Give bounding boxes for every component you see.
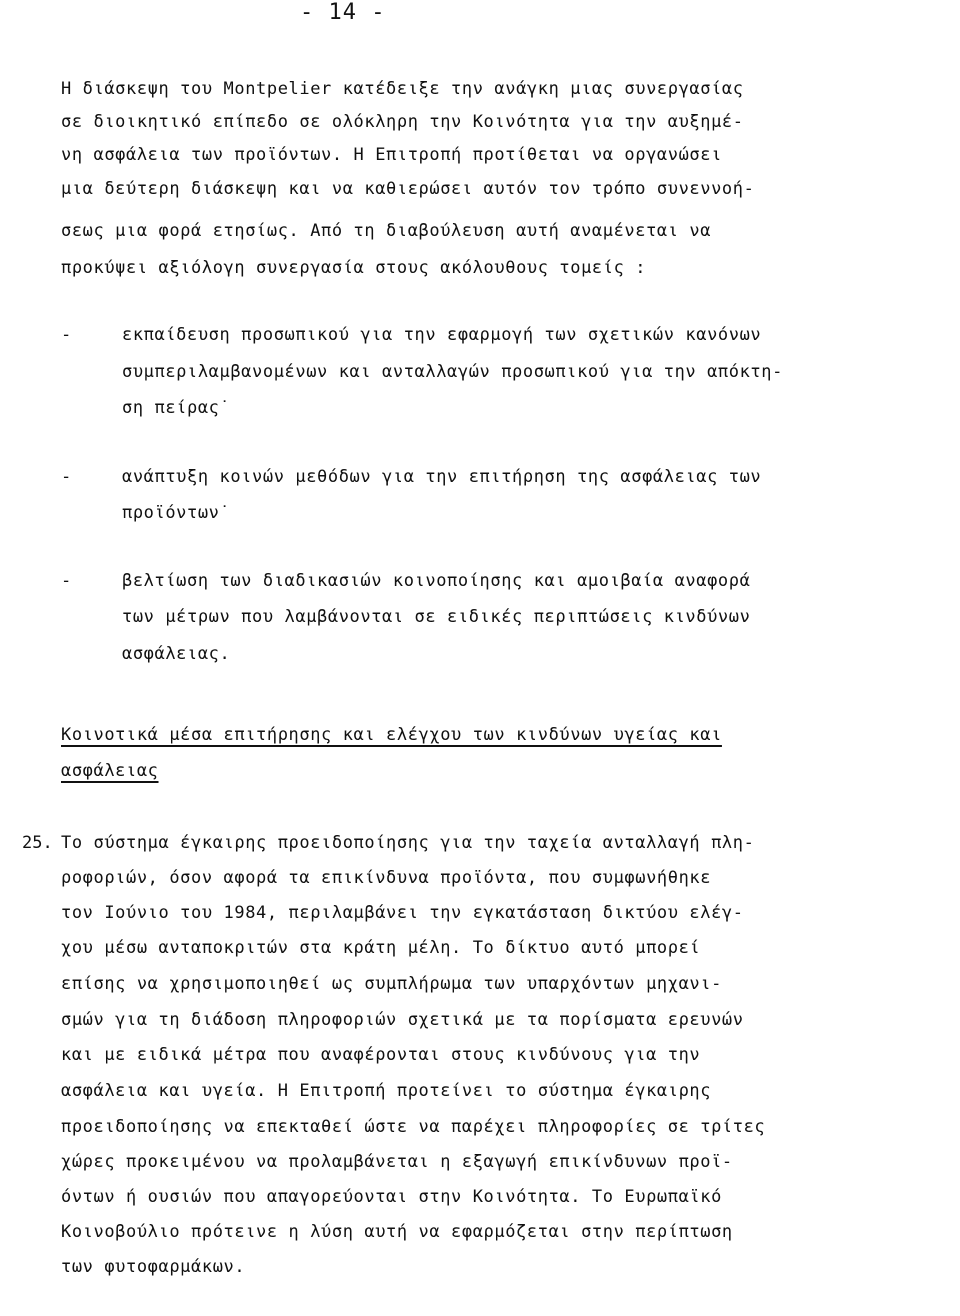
intro-line: σε διοικητικό επίπεδο σε ολόκληρη την Κοινότητα για την αυξημέ-	[61, 112, 744, 132]
paragraph-line: των φυτοφαρμάκων.	[61, 1257, 246, 1277]
heading-line: Κοινοτικά μέσα επιτήρησης και ελέγχου των κινδύνων υγείας και	[61, 725, 722, 745]
intro-line: προκύψει αξιόλογη συνεργασία στους ακόλουθους τομείς :	[61, 258, 647, 278]
intro-line: σεως μια φορά ετησίως. Από τη διαβούλευση αυτή αναμένεται να	[61, 221, 712, 241]
intro-line: μια δεύτερη διάσκεψη και να καθιερώσει αυτόν τον τρόπο συνεννοή-	[61, 179, 755, 199]
paragraph-line: σμών για τη διάδοση πληροφοριών σχετικά με τα πορίσματα ερευνών	[61, 1010, 744, 1030]
paragraph-line: χώρες προκειμένου να προλαμβάνεται η εξαγωγή επικίνδυνων προϊ-	[61, 1152, 733, 1172]
bullet-line: ανάπτυξη κοινών μεθόδων για την επιτήρηση της ασφάλειας των	[122, 467, 762, 487]
intro-line: Η διάσκεψη του Montpelier κατέδειξε την ανάγκη μιας συνεργασίας	[61, 79, 744, 99]
paragraph-line: τον Ιούνιο του 1984, περιλαμβάνει την εγκατάσταση δικτύου ελέγ-	[61, 903, 744, 923]
paragraph-line: προειδοποίησης να επεκταθεί ώστε να παρέχει πληροφορίες σε τρίτες	[61, 1117, 766, 1137]
paragraph-line: χου μέσω ανταποκριτών στα κράτη μέλη. Το δίκτυο αυτό μπορεί	[61, 938, 701, 958]
bullet-dash: -	[61, 571, 72, 591]
paragraph-line: επίσης να χρησιμοποιηθεί ως συμπλήρωμα των υπαρχόντων μηχανι-	[61, 974, 722, 994]
bullet-line: των μέτρων που λαμβάνονται σε ειδικές περιπτώσεις κινδύνων	[122, 607, 751, 627]
paragraph-line: όντων ή ουσιών που απαγορεύονται στην Κοινότητα. Το Ευρωπαϊκό	[61, 1187, 722, 1207]
bullet-line: εκπαίδευση προσωπικού για την εφαρμογή των σχετικών κανόνων	[122, 325, 762, 345]
bullet-line: συμπεριλαμβανομένων και ανταλλαγών προσωπικού για την απόκτη-	[122, 362, 783, 382]
bullet-line: προϊόντων˙	[122, 503, 231, 523]
paragraph-line: Κοινοβούλιο πρότεινε η λύση αυτή να εφαρμόζεται στην περίπτωση	[61, 1222, 733, 1242]
paragraph-number: 25.	[22, 833, 53, 853]
paragraph-line: ροφοριών, όσον αφορά τα επικίνδυνα προϊόντα, που συμφωνήθηκε	[61, 868, 712, 888]
bullet-dash: -	[61, 325, 72, 345]
bullet-line: βελτίωση των διαδικασιών κοινοποίησης και αμοιβαία αναφορά	[122, 571, 751, 591]
intro-line: νη ασφάλεια των προϊόντων. Η Επιτροπή προτίθεται να οργανώσει	[61, 145, 722, 165]
paragraph-line: Το σύστημα έγκαιρης προειδοποίησης για την ταχεία ανταλλαγή πλη-	[61, 833, 755, 853]
page-number: - 14 -	[300, 0, 386, 25]
bullet-dash: -	[61, 467, 72, 487]
heading-line: ασφάλειας	[61, 761, 159, 781]
paragraph-line: και με ειδικά μέτρα που αναφέρονται στους κινδύνους για την	[61, 1045, 701, 1065]
bullet-line: ασφάλειας.	[122, 644, 231, 664]
bullet-line: ση πείρας˙	[122, 398, 231, 418]
paragraph-line: ασφάλεια και υγεία. Η Επιτροπή προτείνει το σύστημα έγκαιρης	[61, 1081, 712, 1101]
